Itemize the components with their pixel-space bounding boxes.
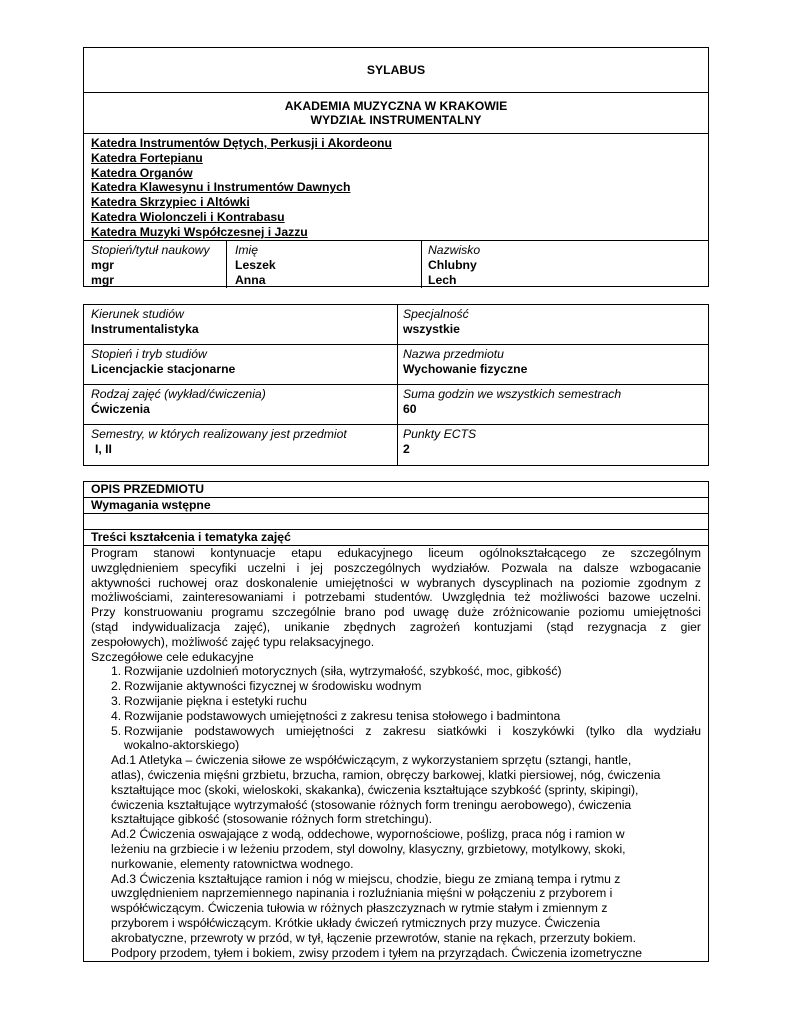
ad-line: akrobatyczne, przewroty w przód, w tył, łączenie przewrotów, stanie na rękach, przerzuty bokiem. bbox=[111, 930, 636, 945]
ad-line: przyborem i współćwiczącym. Krótkie układy ćwiczeń rytmicznych przy muzyce. Ćwiczenia bbox=[111, 915, 600, 930]
department-item: Katedra Organów bbox=[91, 165, 193, 180]
info-row bbox=[84, 305, 708, 345]
prereq-heading: Wymagania wstępne bbox=[91, 498, 211, 512]
ad-line: kształtujące gibkość (stosowanie różnych form stretchingu). bbox=[111, 812, 433, 827]
goal-item: 5. Rozwijanie podstawowych umiejętności z zakresu siatkówki i koszykówki (tylko dla wydziału wokalno-aktorskiego) bbox=[111, 723, 701, 753]
staff-col-firstname bbox=[235, 243, 276, 287]
staff-col-degree bbox=[91, 243, 210, 287]
staff-degree: mgr bbox=[91, 257, 115, 272]
description-heading: OPIS PRZEDMIOTU bbox=[91, 482, 205, 496]
info-value: 60 bbox=[403, 401, 417, 416]
department-item: Katedra Muzyki Współczesnej i Jazzu bbox=[91, 224, 308, 239]
goal-item: 4. Rozwijanie podstawowych umiejętności z zakresu tenisa stołowego i badmintona bbox=[111, 708, 561, 723]
intro-paragraph bbox=[91, 546, 701, 650]
staff-lastname: Lech bbox=[428, 272, 457, 287]
syllabus-header-table bbox=[83, 47, 709, 287]
department-item: Katedra Klawesynu i Instrumentów Dawnych bbox=[91, 180, 351, 195]
info-row bbox=[84, 345, 708, 385]
staff-firstname: Anna bbox=[235, 272, 266, 287]
ad-line: współćwiczącym. Ćwiczenia tułowia w różnych płaszczyznach w rytmie stałym i zmiennym z bbox=[111, 901, 608, 916]
staff-lastname: Chlubny bbox=[428, 257, 477, 272]
department-item: Katedra Fortepianu bbox=[91, 150, 203, 165]
ad-line: Ad.1 Atletyka – ćwiczenia siłowe ze współćwiczącym, z wykorzystaniem sprzętu (sztangi, hantle, bbox=[111, 753, 632, 768]
intro-line: aktywności ruchowej oraz doskonalenie umiejętności w wybranych dyscyplinach na poziomie zgodnym z bbox=[91, 575, 701, 590]
institution-row bbox=[84, 93, 708, 134]
info-value: 2 bbox=[403, 441, 410, 456]
institution-name: AKADEMIA MUZYCZNA W KRAKOWIE bbox=[284, 99, 508, 113]
ad-line: Podpory przodem, tyłem i bokiem, zwisy przodem i tyłem na przyrządach. Ćwiczenia izometryczne bbox=[111, 945, 643, 960]
intro-line: Przy konstruowaniu programu szczególnie brano pod uwagę duże zróżnicowanie poziomu umiejętności bbox=[91, 605, 701, 620]
info-value: I, II bbox=[95, 441, 112, 456]
info-label: Stopień i tryb studiów bbox=[91, 347, 207, 361]
goal-item: 2. Rozwijanie aktywności fizycznej w środowisku wodnym bbox=[111, 679, 422, 694]
ad-line: Ad.2 Ćwiczenia oswajające z wodą, oddechowe, wypornościowe, poślizg, praca nóg i ramion w bbox=[111, 827, 625, 842]
intro-line: (stąd indywidualizacja zajęć), unikanie zbędnych zagrożeń kontuzjami (stąd rezygnacja z gier bbox=[91, 619, 701, 634]
info-value: Wychowanie fizyczne bbox=[403, 361, 528, 376]
content-body bbox=[84, 546, 708, 963]
staff-col-lastname bbox=[428, 243, 480, 287]
info-row bbox=[84, 425, 708, 467]
ad-line: ćwiczenia kształtujące wytrzymałość (stosowanie różnych form treningu aerobowego), ćwiczenia bbox=[111, 797, 632, 812]
staff-header-degree: Stopień/tytuł naukowy bbox=[91, 243, 210, 257]
department-item: Katedra Skrzypiec i Altówki bbox=[91, 195, 250, 210]
ad-line: nurkowanie, elementy ratownictwa wodnego. bbox=[111, 856, 354, 871]
ad-line: kształtujące moc (skoki, wieloskoki, skakanka), ćwiczenia kształtujące szybkość (sprinty, skipingi), bbox=[111, 782, 639, 797]
staff-degree: mgr bbox=[91, 272, 115, 287]
goals-heading: Szczegółowe cele edukacyjne bbox=[91, 649, 254, 664]
info-row bbox=[84, 385, 708, 425]
info-label: Semestry, w których realizowany jest przedmiot bbox=[91, 427, 347, 441]
ad-paragraphs bbox=[91, 753, 701, 960]
description-heading-row bbox=[84, 482, 708, 498]
info-label: Nazwa przedmiotu bbox=[403, 347, 504, 361]
intro-line: uwzględnieniem specyfiki uczelni i jej poszczególnych wydziałów. Pozwala na dalsze wzbogacanie bbox=[91, 560, 701, 575]
page-title: SYLABUS bbox=[366, 63, 426, 77]
info-label: Specjalność bbox=[403, 307, 469, 321]
info-value: Licencjackie stacjonarne bbox=[91, 361, 236, 376]
info-label: Punkty ECTS bbox=[403, 427, 477, 441]
info-value: Ćwiczenia bbox=[91, 401, 150, 416]
faculty-name: WYDZIAŁ INSTRUMENTALNY bbox=[310, 113, 482, 127]
info-value: wszystkie bbox=[403, 321, 460, 336]
ad-line: uwzględnieniem naprzemiennego napinania i rozluźniania mięśni w połączeniu z przyborem i bbox=[111, 886, 613, 901]
info-value: Instrumentalistyka bbox=[91, 321, 199, 336]
intro-line: zespołowych), możliwość zajęć typu relaksacyjnego. bbox=[91, 634, 375, 649]
info-label: Rodzaj zajęć (wykład/ćwiczenia) bbox=[91, 387, 266, 401]
departments-row bbox=[84, 134, 708, 241]
staff-header-lastname: Nazwisko bbox=[428, 243, 481, 257]
info-label: Kierunek studiów bbox=[91, 307, 184, 321]
title-row bbox=[84, 48, 708, 93]
department-item: Katedra Instrumentów Dętych, Perkusji i Akordeonu bbox=[91, 136, 392, 150]
goal-item: 3. Rozwijanie piękna i estetyki ruchu bbox=[111, 693, 307, 708]
goals-list bbox=[91, 664, 701, 753]
goal-item: 1. Rozwijanie uzdolnień motorycznych (siła, wytrzymałość, szybkość, moc, gibkość) bbox=[111, 664, 562, 679]
ad-line: leżeniu na grzbiecie i w leżeniu przodem, styl dowolny, klasyczny, grzbietowy, motylkowy, skoki, bbox=[111, 841, 626, 856]
department-item: Katedra Wiolonczeli i Kontrabasu bbox=[91, 209, 285, 224]
ad-line: atlas), ćwiczenia mięśni grzbietu, brzucha, ramion, obręczy barkowej, klatki piersiowej, nóg, ćwiczenia bbox=[111, 767, 661, 782]
content-heading: Treści kształcenia i tematyka zajęć bbox=[91, 530, 291, 544]
prereq-heading-row bbox=[84, 498, 708, 514]
course-info-table bbox=[83, 304, 709, 466]
intro-line: Program stanowi kontynuacje etapu edukacyjnego liceum ogólnokształcącego ze szczególnym bbox=[91, 546, 701, 560]
intro-line: możliwościami, zainteresowaniami i potrzebami studentów. Uwzględnia też możliwości bazowe uczelni. bbox=[91, 590, 701, 605]
ad-line: Ad.3 Ćwiczenia kształtujące ramion i nóg w miejscu, chodzie, biegu ze zmianą tempa i rytmu z bbox=[111, 871, 621, 886]
description-table bbox=[83, 481, 709, 962]
info-label: Suma godzin we wszystkich semestrach bbox=[403, 387, 622, 401]
staff-firstname: Leszek bbox=[235, 257, 276, 272]
content-heading-row bbox=[84, 530, 708, 546]
staff-header-firstname: Imię bbox=[235, 243, 259, 257]
prereq-empty-row bbox=[84, 514, 708, 530]
staff-row bbox=[84, 241, 708, 288]
